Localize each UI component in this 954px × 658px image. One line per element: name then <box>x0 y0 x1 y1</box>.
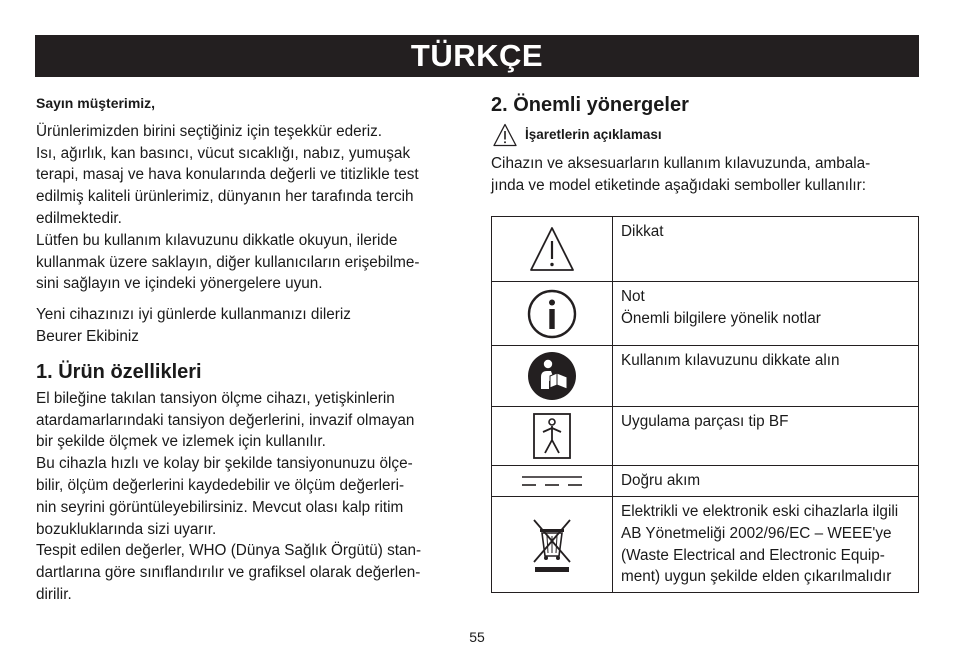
symbols-intro <box>491 153 919 197</box>
table-row <box>492 407 919 466</box>
symbol-cell <box>492 346 613 407</box>
description-line: Uygulama parçası tip BF <box>621 413 789 430</box>
text-line: El bileğine takılan tansiyon ölçme cihazı, yetişkinlerin <box>36 389 395 407</box>
text-line: edilmektedir. <box>36 209 122 227</box>
text-line: kullanmak üzere saklayın, diğer kullanıcıların erişebilme- <box>36 253 420 271</box>
read-manual-icon <box>527 351 577 401</box>
text-line: atardamarlarındaki tansiyon değerlerini, invazif olmayan <box>36 411 415 429</box>
text-line: Yeni cihazınızı iyi günlerde kullanmanızı dileriz <box>36 306 351 324</box>
closing-paragraph <box>36 304 460 348</box>
description-line: ment) uygun şekilde elden çıkarılmalıdır <box>621 568 892 586</box>
section2-heading: 2. Önemli yönergeler <box>491 94 689 116</box>
text-line: Isı, ağırlık, kan basıncı, vücut sıcaklığı, nabız, yumuşak <box>36 144 411 162</box>
page-number: 55 <box>469 629 485 645</box>
table-row <box>492 217 919 282</box>
symbol-description <box>613 466 919 497</box>
table-row <box>492 466 919 497</box>
symbol-cell <box>492 282 613 346</box>
description-line: Kullanım kılavuzunu dikkate alın <box>621 352 840 369</box>
symbol-cell <box>492 466 613 497</box>
direct-current-icon <box>520 474 584 488</box>
text-line: sini sağlayın ve içindeki yönergelere uyun. <box>36 275 323 293</box>
text-line: Lütfen bu kullanım kılavuzunu dikkatle okuyun, ileride <box>36 231 398 249</box>
text-line: nin seyrini görüntüleyebilirsiniz. Mevcut olası kalp ritim <box>36 498 404 516</box>
text-line: dirilir. <box>36 585 72 603</box>
type-bf-icon <box>532 412 572 460</box>
intro-paragraph <box>36 121 460 295</box>
text-line: terapi, masaj ve hava konularında değerli ve titizlikle test <box>36 166 419 184</box>
page-title: TÜRKÇE <box>410 38 544 73</box>
description-line: AB Yönetmeliği 2002/96/EC – WEEE'ye <box>621 524 892 542</box>
description-line: Not <box>621 288 645 305</box>
symbol-cell <box>492 497 613 593</box>
symbol-description <box>613 282 919 346</box>
symbols-table <box>491 216 919 593</box>
symbol-cell <box>492 407 613 466</box>
text-line: bilir, ölçüm değerlerini kaydedebilir ve ölçüm değerleri- <box>36 476 405 494</box>
right-column <box>491 93 919 197</box>
symbol-description <box>613 497 919 593</box>
symbols-subheading <box>493 123 919 147</box>
text-line: Bu cihazla hızlı ve kolay bir şekilde tansiyonunuzu ölçe- <box>36 455 413 473</box>
text-line: dartlarına göre sınıflandırılır ve grafiksel olarak değerlen- <box>36 564 421 582</box>
warning-triangle-icon <box>528 225 576 273</box>
description-line: Elektrikli ve elektronik eski cihazlarla ilgili <box>621 503 899 520</box>
symbol-cell <box>492 217 613 282</box>
language-header-bar <box>35 35 919 77</box>
table-row <box>492 282 919 346</box>
description-line: Doğru akım <box>621 472 701 489</box>
text-line: Ürünlerimizden birini seçtiğiniz için teşekkür ederiz. <box>36 122 383 140</box>
description-line: (Waste Electrical and Electronic Equip- <box>621 546 885 564</box>
text-line: bir şekilde ölçmek ve izlemek için kullanılır. <box>36 433 326 451</box>
weee-bin-icon <box>531 516 573 574</box>
text-line: Beurer Ekibiniz <box>36 327 139 345</box>
table-row <box>492 497 919 593</box>
text-line: jında ve model etiketinde aşağıdaki semboller kullanılır: <box>491 176 866 194</box>
section1-body <box>36 388 460 606</box>
text-line: Cihazın ve aksesuarların kullanım kılavuzunda, ambala- <box>491 155 871 172</box>
section1-heading: 1. Ürün özellikleri <box>36 360 202 383</box>
subheading-label: İşaretlerin açıklaması <box>525 127 662 143</box>
symbol-description <box>613 346 919 407</box>
description-line: Önemli bilgilere yönelik notlar <box>621 309 821 327</box>
info-icon <box>526 288 578 340</box>
text-line: Tespit edilen değerler, WHO (Dünya Sağlık Örgütü) stan- <box>36 542 422 560</box>
warning-triangle-icon <box>493 123 517 147</box>
text-line: bozukluklarında sizi uyarır. <box>36 520 217 538</box>
greeting: Sayın müşterimiz, <box>36 95 156 111</box>
table-row <box>492 346 919 407</box>
symbol-description <box>613 217 919 282</box>
text-line: edilmiş kaliteli ürünlerimiz, dünyanın her tarafında tercih <box>36 188 414 206</box>
symbol-description <box>613 407 919 466</box>
description-line: Dikkat <box>621 223 664 240</box>
left-column <box>36 93 460 606</box>
